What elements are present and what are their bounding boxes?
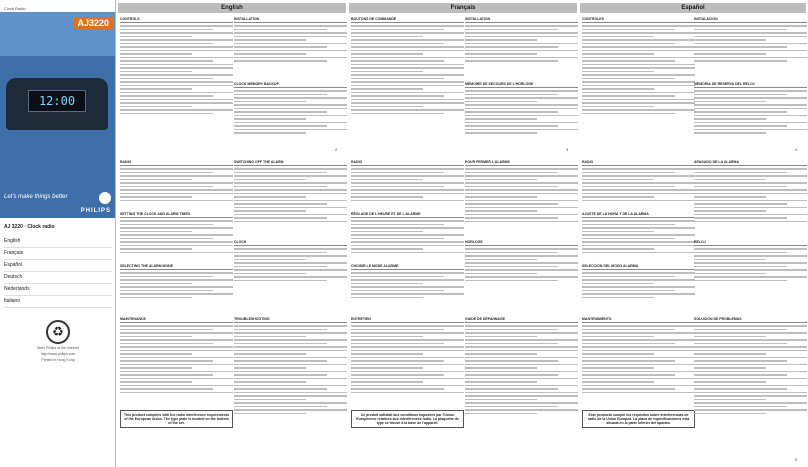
header-english: English bbox=[118, 3, 346, 13]
section-backup-es: MEMORIA DE RESERVA DEL RELOJ bbox=[694, 82, 807, 136]
section-setting-fr: RÉGLAGE DE L'HEURE ET DE L'ALARME bbox=[351, 212, 464, 255]
internet-note: Meet Philips at the Internet bbox=[37, 346, 79, 350]
language-item: Deutsch bbox=[4, 272, 112, 284]
section-setting-es: AJUSTE DE LA HORA Y DE LA ALARMA bbox=[582, 212, 695, 255]
printed-note: Printed in Hong Kong bbox=[41, 358, 75, 362]
product-panel bbox=[0, 0, 116, 467]
section-maintenance-fr: ENTRETIEN bbox=[351, 317, 464, 395]
page-number: 5 bbox=[795, 457, 798, 462]
section-troubleshooting-es: SOLUCIÓN DE PROBLEMAS bbox=[694, 317, 807, 416]
section-clock-en: CLOCK bbox=[234, 240, 347, 283]
section-controls-en: CONTROLS bbox=[120, 17, 233, 116]
section-switchoff-es: APAGADO DE LA ALARMA bbox=[694, 160, 807, 224]
page-number: 2 bbox=[335, 147, 338, 152]
lcd-display: 12:00 bbox=[28, 90, 86, 112]
section-clock-fr: HORLOGE bbox=[465, 240, 578, 283]
website-link[interactable]: http://www.philips.com bbox=[40, 352, 76, 356]
model-line: AJ 3220 · Clock radio bbox=[4, 224, 55, 230]
section-radio-es: RADIO bbox=[582, 160, 695, 203]
section-radio-en: RADIO bbox=[120, 160, 233, 203]
model-badge: AJ3220 bbox=[73, 17, 113, 29]
section-troubleshooting-en: TROUBLESHOOTING bbox=[234, 317, 347, 416]
page-number: 4 bbox=[795, 147, 798, 152]
section-troubleshooting-fr: GUIDE DE DÉPANNAGE bbox=[465, 317, 578, 416]
section-switchoff-fr: POUR FERMER L'ALARME bbox=[465, 160, 578, 224]
recycle-block bbox=[4, 320, 112, 362]
compliance-note-en: This product complies with the radio interference requirements of the European Union. The type plate is located on the bottom of the set. bbox=[120, 410, 233, 428]
language-item: Español bbox=[4, 260, 112, 272]
section-installation-fr: INSTALLATION bbox=[465, 17, 578, 64]
section-installation-es: INSTALACIÓN bbox=[694, 17, 807, 64]
cover-image bbox=[0, 12, 115, 218]
header-espanol: Español bbox=[580, 3, 806, 13]
clock-radio-icon bbox=[6, 78, 108, 130]
product-type-label: Clock Radio bbox=[4, 6, 26, 11]
section-radio-fr: RADIO bbox=[351, 160, 464, 203]
section-setting-en: SETTING THE CLOCK AND ALARM TIMES bbox=[120, 212, 233, 255]
section-mode-es: SELECCIÓN DEL MODO ALARMA bbox=[582, 264, 695, 300]
section-switchoff-en: SWITCHING OFF THE ALARM bbox=[234, 160, 347, 224]
compliance-note-es: Este producto cumple los requisitos sobre interferencias de radio de la Unión Europea. La placa de especificaciones está situada en la parte inferior del aparato. bbox=[582, 410, 695, 428]
recycle-icon: ♻ bbox=[46, 320, 70, 344]
section-controls-es: CONTROLES bbox=[582, 17, 695, 116]
section-maintenance-es: MANTENIMIENTO bbox=[582, 317, 695, 395]
section-mode-en: SELECTING THE ALARM MODE bbox=[120, 264, 233, 300]
section-backup-en: CLOCK MEMORY BACKUP bbox=[234, 82, 347, 136]
section-maintenance-en: MAINTENANCE bbox=[120, 317, 233, 395]
tagline: Let's make things better bbox=[4, 194, 68, 200]
section-installation-en: INSTALLATION bbox=[234, 17, 347, 64]
language-item: Français bbox=[4, 248, 112, 260]
language-item: Italiano bbox=[4, 296, 112, 308]
section-backup-fr: MÉMOIRE DE SECOURS DE L'HORLOGE bbox=[465, 82, 578, 136]
language-item: English bbox=[4, 236, 112, 248]
philips-shield-icon bbox=[99, 192, 111, 204]
compliance-note-fr: Ce produit satisfait aux conditions imposées par l'Union Européenne relatives aux interférences radio. La plaquette de type se trouve à la base de l'appareil. bbox=[351, 410, 464, 428]
section-clock-es: RELOJ bbox=[694, 240, 807, 283]
section-controls-fr: BOUTONS DE COMMANDE bbox=[351, 17, 464, 116]
header-francais: Français bbox=[349, 3, 577, 13]
section-mode-fr: CHOISIR LE MODE ALARME bbox=[351, 264, 464, 300]
brand-logo: PHILIPS bbox=[80, 208, 111, 214]
language-item: Nederlands bbox=[4, 284, 112, 296]
language-index bbox=[4, 236, 112, 308]
page-number: 3 bbox=[566, 147, 569, 152]
